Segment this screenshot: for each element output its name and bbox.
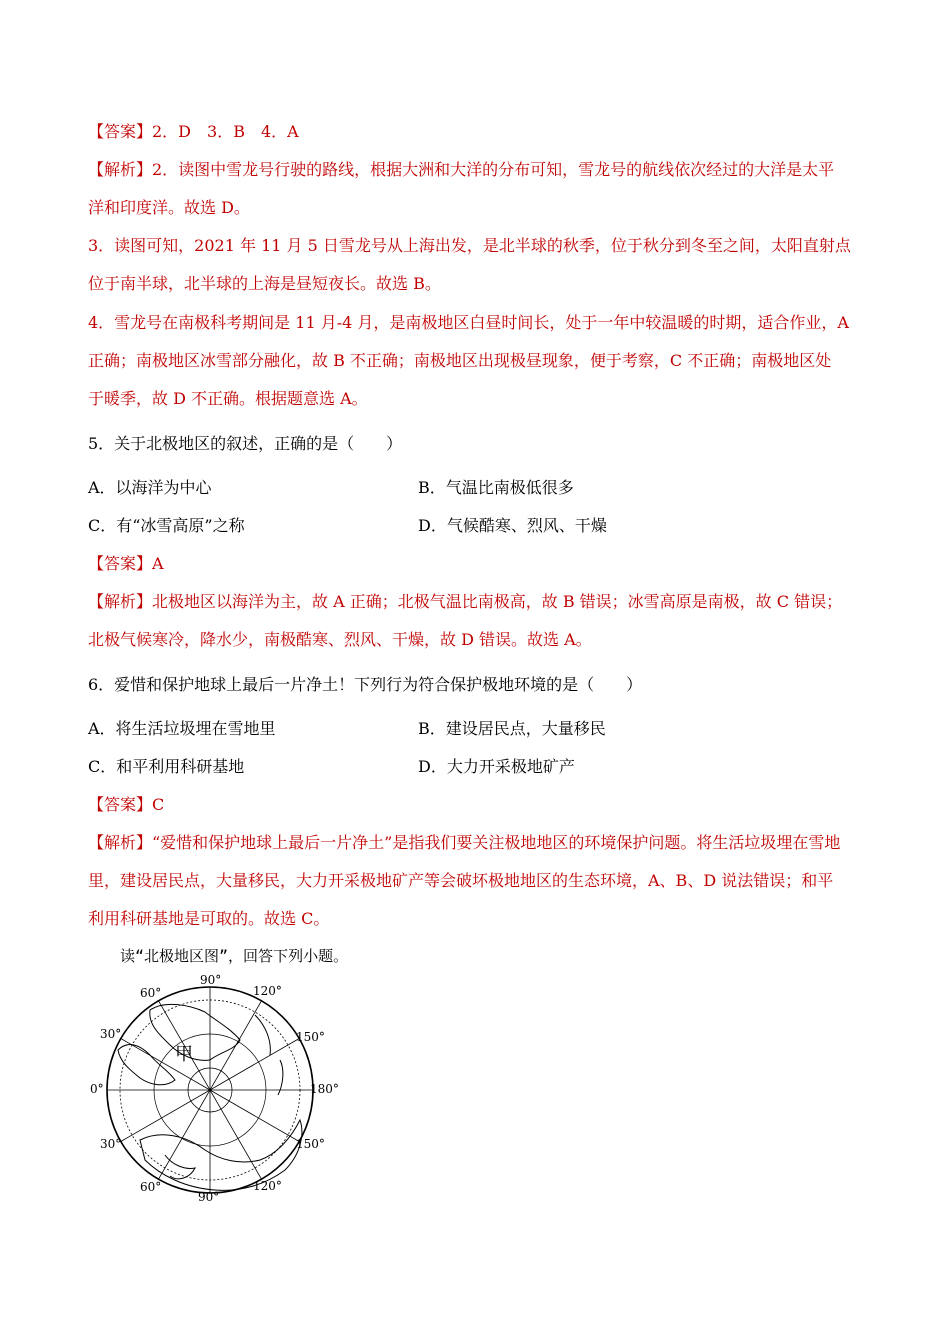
coastline-greenland xyxy=(150,1004,240,1060)
degree-lr-120: 120° xyxy=(253,1179,282,1193)
coastline-eurasia xyxy=(140,1120,302,1190)
degree-right-150-bottom: 150° xyxy=(296,1137,325,1151)
coastline-east-islands xyxy=(255,1015,283,1095)
degree-right-150-top: 150° xyxy=(296,1030,325,1044)
label-jia: 甲 xyxy=(175,1044,193,1065)
meridian-30-150 xyxy=(121,1039,299,1142)
degree-left-30-top: 30° xyxy=(100,1027,122,1041)
coastline-scandinavia xyxy=(165,1155,195,1179)
degree-left-30-bottom: 30° xyxy=(100,1137,122,1151)
degree-bottom-90: 90° xyxy=(198,1190,220,1204)
answer-2-4: 【答案】2．D 3．B 4．A xyxy=(88,122,299,141)
analysis-6-line2: 里，建设居民点，大量移民，大力开采极地矿产等会破坏极地地区的生态环境，A、B、D 说法错误；和平 xyxy=(88,871,834,890)
q6-option-d: D．大力开采极地矿产 xyxy=(418,757,575,776)
q6-option-a: A．将生活垃圾埋在雪地里 xyxy=(88,719,276,738)
q5-option-d: D．气候酷寒、烈风、干燥 xyxy=(418,516,607,535)
analysis-6-line1: 【解析】“爱惜和保护地球上最后一片净土”是指我们要关注极地地区的环境保护问题。将生活垃圾埋在雪地 xyxy=(88,833,841,852)
analysis-3-line2: 位于南半球，北半球的上海是昼短夜长。故选 B。 xyxy=(88,274,441,293)
question-5-stem: 5．关于北极地区的叙述，正确的是（ ） xyxy=(88,434,403,453)
degree-left-0: 0° xyxy=(90,1082,104,1096)
analysis-6-line3: 利用科研基地是可取的。故选 C。 xyxy=(88,909,330,928)
coastline-north-america xyxy=(118,1045,175,1085)
map-parallel-circle-1 xyxy=(120,1000,300,1180)
q5-option-a: A．以海洋为中心 xyxy=(88,478,212,497)
degree-ur-120: 120° xyxy=(253,984,282,998)
degree-ul-60: 60° xyxy=(140,986,162,1000)
map-outer-circle xyxy=(107,987,313,1193)
meridian-60-120 xyxy=(159,1001,262,1179)
question-6-stem: 6．爱惜和保护地球上最后一片净土！下列行为符合保护极地环境的是（ ） xyxy=(88,675,643,694)
map-parallel-circle-2 xyxy=(154,1034,266,1146)
q5-option-b: B．气温比南极低很多 xyxy=(418,478,574,497)
analysis-5-line1: 【解析】北极地区以海洋为主，故 A 正确；北极气温比南极高，故 B 错误；冰雪高原是南极，故 C 错误； xyxy=(88,592,843,611)
analysis-4-line3: 于暖季，故 D 不正确。根据题意选 A。 xyxy=(88,389,368,408)
analysis-3-line1: 3．读图可知，2021 年 11 月 5 日雪龙号从上海出发，是北半球的秋季，位于秋分到冬至之间，太阳直射点 xyxy=(88,236,851,255)
map-caption: 读“北极地区图”，回答下列小题。 xyxy=(120,947,349,965)
q6-option-c: C．和平利用科研基地 xyxy=(88,757,245,776)
degree-top-90: 90° xyxy=(200,973,222,987)
analysis-2-line2: 洋和印度洋。故选 D。 xyxy=(88,198,250,217)
meridian-120-60 xyxy=(159,1001,262,1179)
answer-6: 【答案】C xyxy=(88,795,165,814)
answer-5: 【答案】A xyxy=(88,554,164,573)
analysis-4-line1: 4．雪龙号在南极科考期间是 11 月-4 月，是南极地区白昼时间长，处于一年中较温暖的时期，适合作业，A xyxy=(88,313,849,332)
degree-ll-60: 60° xyxy=(140,1180,162,1194)
q5-option-c: C．有“冰雪高原”之称 xyxy=(88,516,245,535)
map-parallel-circle-3 xyxy=(188,1068,232,1112)
analysis-2-line1: 【解析】2．读图中雪龙号行驶的路线，根据大洲和大洋的分布可知，雪龙号的航线依次经过的大洋是太平 xyxy=(88,160,835,179)
analysis-4-line2: 正确；南极地区冰雪部分融化，故 B 不正确；南极地区出现极昼现象，便于考察，C 不正确；南极地区处 xyxy=(88,351,832,370)
meridian-150-30 xyxy=(121,1039,299,1142)
analysis-5-line2: 北极气候寒冷，降水少，南极酷寒、烈风、干燥，故 D 错误。故选 A。 xyxy=(88,630,592,649)
q6-option-b: B．建设居民点，大量移民 xyxy=(418,719,606,738)
degree-right-180: 180° xyxy=(310,1082,339,1096)
